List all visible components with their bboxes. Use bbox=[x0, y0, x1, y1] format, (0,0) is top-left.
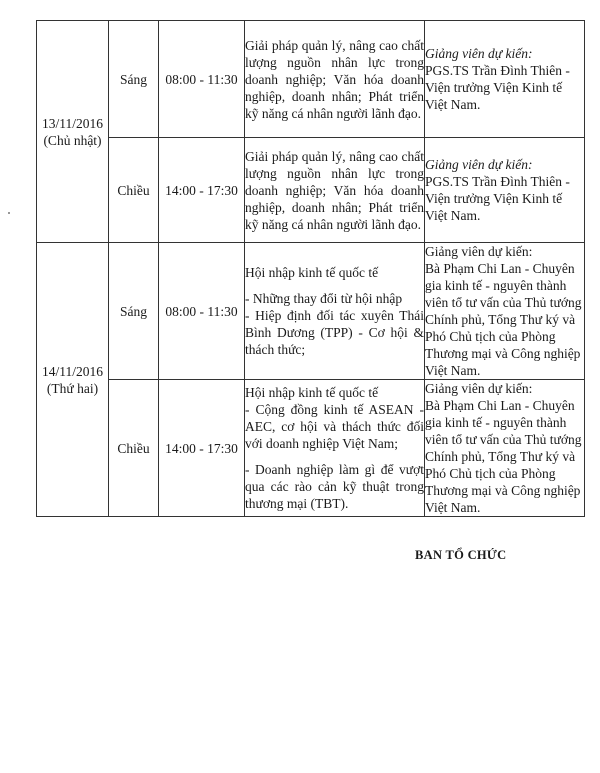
session-cell: Chiều bbox=[109, 380, 159, 517]
weekday-text: (Chủ nhật) bbox=[43, 132, 102, 148]
time-cell: 08:00 - 11:30 bbox=[159, 21, 245, 138]
lecturer-cell bbox=[425, 21, 585, 138]
date-cell bbox=[37, 21, 109, 243]
topic-text: - Hiệp định đối tác xuyên Thái Bình Dương (TPP) - Cơ hội & thách thức; bbox=[245, 308, 424, 357]
lecturer-cell bbox=[425, 243, 585, 380]
schedule-table bbox=[36, 20, 585, 517]
topic-text: Giải pháp quản lý, nâng cao chất lượng nguồn nhân lực trong doanh nghiệp; Văn hóa doanh nghiệp, doanh nhân; Phát triển kỹ năng cá nhân người lãnh đạo. bbox=[245, 148, 424, 232]
table-row bbox=[37, 21, 585, 138]
session-cell: Sáng bbox=[109, 243, 159, 380]
topic-cell bbox=[245, 21, 425, 138]
time-cell: 14:00 - 17:30 bbox=[159, 380, 245, 517]
lecturer-text: Bà Phạm Chi Lan - Chuyên gia kinh tế - nguyên thành viên tổ tư vấn của Thủ tướng Chính phủ, Tổng Thư ký và Phó Chủ tịch của Phòng Thương mại và Công nghiệp Việt Nam. bbox=[425, 261, 582, 378]
date-text: 13/11/2016 bbox=[41, 115, 103, 131]
topic-title: Hội nhập kinh tế quốc tế bbox=[245, 385, 379, 400]
topic-title: Hội nhập kinh tế quốc tế bbox=[245, 265, 379, 280]
lecturer-text: PGS.TS Trần Đình Thiên - Viện trưởng Viện Kinh tế Việt Nam. bbox=[425, 63, 570, 112]
organizer-signature: BAN TỔ CHỨC bbox=[415, 548, 507, 562]
lecturer-label: Giảng viên dự kiến: bbox=[425, 244, 533, 259]
time-cell: 08:00 - 11:30 bbox=[159, 243, 245, 380]
lecturer-cell bbox=[425, 138, 585, 243]
topic-text: - Những thay đổi từ hội nhập bbox=[245, 291, 403, 306]
topic-text: - Cộng đồng kinh tế ASEAN - AEC, cơ hội và thách thức đối với doanh nghiệp Việt Nam; bbox=[245, 402, 424, 451]
topic-cell bbox=[245, 380, 425, 517]
topic-cell bbox=[245, 138, 425, 243]
date-cell bbox=[37, 243, 109, 517]
topic-text: Giải pháp quản lý, nâng cao chất lượng nguồn nhân lực trong doanh nghiệp; Văn hóa doanh nghiệp, doanh nhân; Phát triển kỹ năng cá nhân người lãnh đạo. bbox=[245, 37, 424, 121]
session-cell: Chiều bbox=[109, 138, 159, 243]
lecturer-label: Giảng viên dự kiến: bbox=[425, 46, 533, 61]
lecturer-cell bbox=[425, 380, 585, 517]
date-text: 14/11/2016 bbox=[41, 363, 103, 379]
scan-speck bbox=[8, 212, 10, 214]
topic-cell bbox=[245, 243, 425, 380]
table-row bbox=[37, 138, 585, 243]
lecturer-label: Giảng viên dự kiến: bbox=[425, 381, 533, 396]
topic-text: - Doanh nghiệp làm gì để vượt qua các rào cản kỹ thuật trong thương mại (TBT). bbox=[245, 462, 424, 511]
lecturer-text: Bà Phạm Chi Lan - Chuyên gia kinh tế - nguyên thành viên tổ tư vấn của Thủ tướng Chính phủ, Tổng Thư ký và Phó Chủ tịch của Phòng Thương mại và Công nghiệp Việt Nam. bbox=[425, 398, 582, 515]
session-cell: Sáng bbox=[109, 21, 159, 138]
time-cell: 14:00 - 17:30 bbox=[159, 138, 245, 243]
table-row bbox=[37, 380, 585, 517]
lecturer-text: PGS.TS Trần Đình Thiên - Viện trưởng Viện Kinh tế Việt Nam. bbox=[425, 174, 570, 223]
lecturer-label: Giảng viên dự kiến: bbox=[425, 157, 533, 172]
weekday-text: (Thứ hai) bbox=[46, 380, 99, 396]
table-row bbox=[37, 243, 585, 380]
